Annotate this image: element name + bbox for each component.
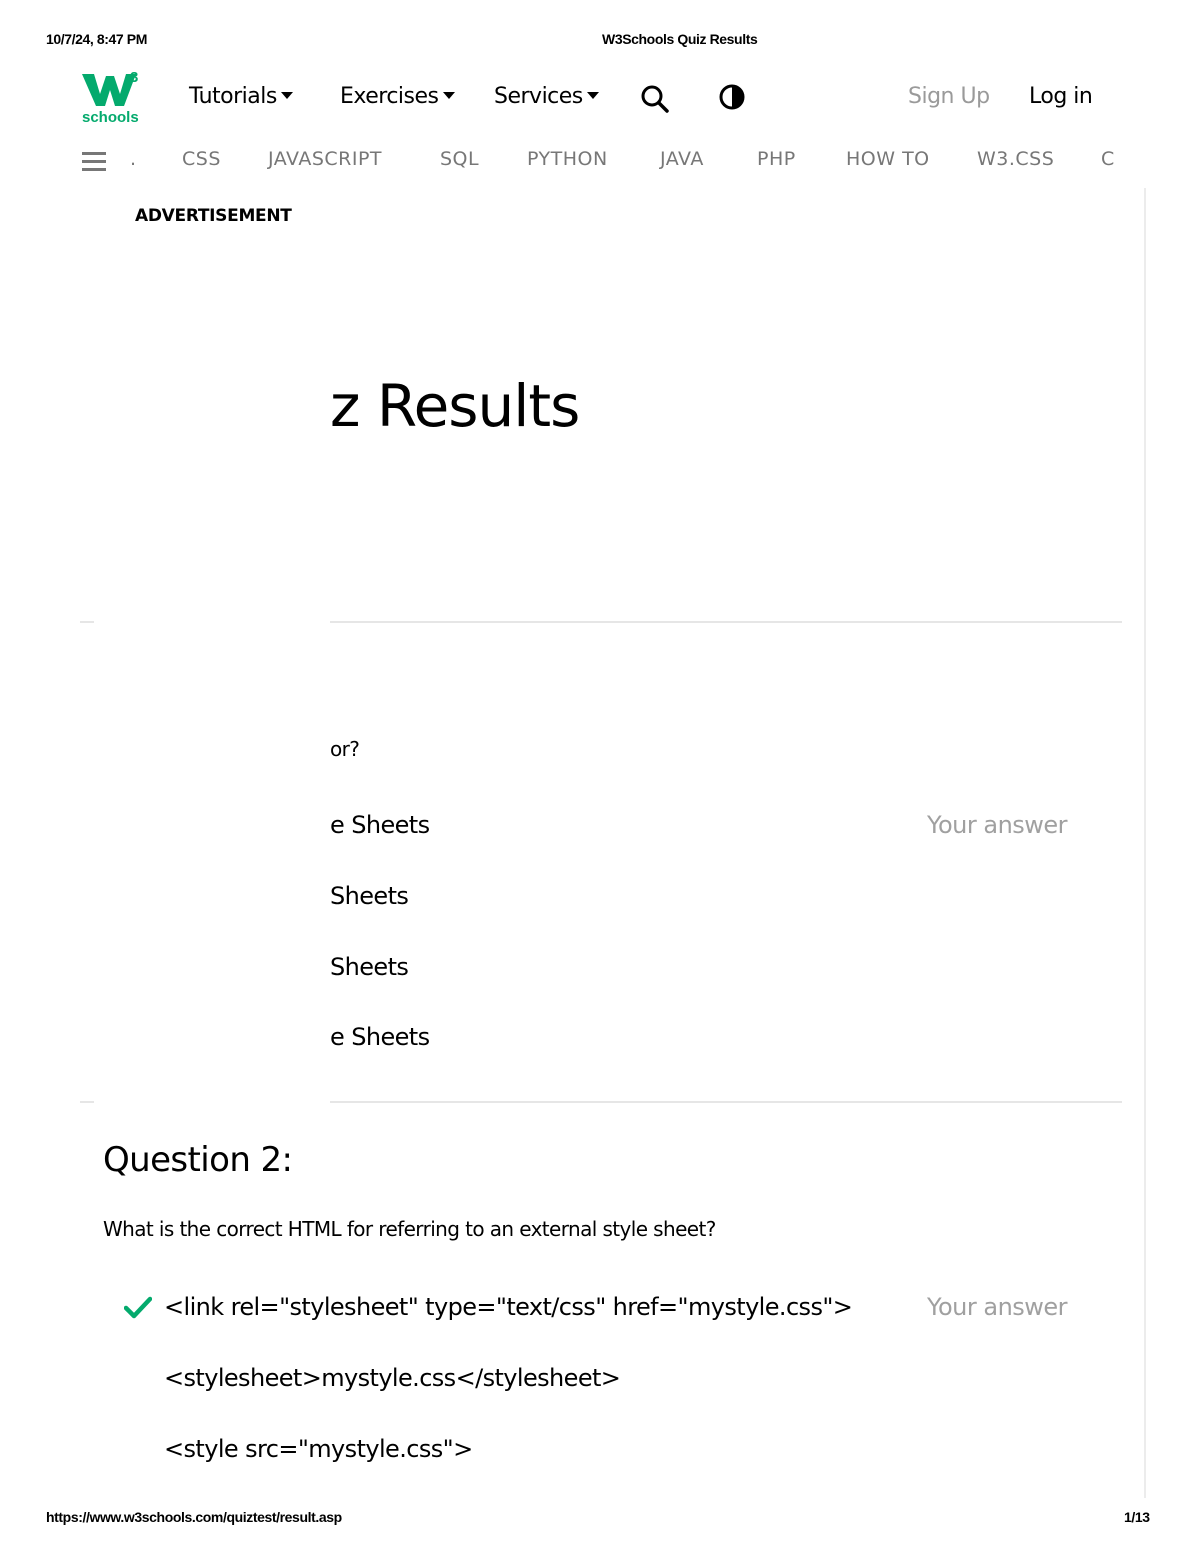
print-page-number: 1/13 [1124, 1509, 1150, 1525]
subnav-item-css[interactable]: CSS [182, 148, 221, 170]
caret-down-icon [281, 92, 293, 99]
caret-down-icon [443, 92, 455, 99]
hamburger-menu-icon[interactable] [82, 152, 106, 172]
subnav-item-javascript[interactable]: JAVASCRIPT [268, 148, 383, 170]
subnav-item-python[interactable]: PYTHON [527, 148, 608, 170]
scrollbar-track[interactable] [1144, 188, 1146, 1498]
log-in-link[interactable]: Log in [1029, 84, 1093, 109]
services-menu[interactable] [494, 84, 599, 109]
services-label: Services [494, 84, 583, 109]
logo-text: schools [82, 109, 139, 126]
subnav-item-java[interactable]: JAVA [660, 148, 704, 170]
checkmark-icon [124, 1296, 152, 1320]
question-1-option-1: e Sheets [330, 811, 430, 839]
divider [80, 1101, 94, 1103]
logo-sup: 3 [130, 69, 139, 86]
your-answer-label: Your answer [927, 1293, 1068, 1321]
w3schools-logo[interactable] [80, 68, 144, 126]
divider [330, 1101, 1122, 1103]
question-1-text: or? [330, 737, 360, 761]
print-doc-title: W3Schools Quiz Results [602, 31, 758, 47]
subnav-item-dot[interactable]: . [130, 148, 137, 170]
caret-down-icon [587, 92, 599, 99]
search-icon[interactable] [640, 84, 670, 114]
print-datetime: 10/7/24, 8:47 PM [46, 31, 147, 47]
question-1-option-4: e Sheets [330, 1023, 430, 1051]
question-2-heading: Question 2: [103, 1140, 293, 1180]
subnav-item-php[interactable]: PHP [757, 148, 796, 170]
subnav-item-sql[interactable]: SQL [440, 148, 480, 170]
w3-logo-icon [80, 68, 144, 126]
sign-up-link[interactable]: Sign Up [908, 84, 990, 109]
question-1-option-3: Sheets [330, 953, 409, 981]
tutorials-label: Tutorials [189, 84, 277, 109]
subnav-item-how-to[interactable]: HOW TO [846, 148, 930, 170]
question-2-option-2: <stylesheet>mystyle.css</stylesheet> [164, 1364, 621, 1392]
question-2-option-3: <style src="mystyle.css"> [164, 1435, 473, 1463]
your-answer-label: Your answer [927, 811, 1068, 839]
dark-mode-toggle-icon[interactable] [719, 84, 745, 110]
subnav-item-w3css[interactable]: W3.CSS [977, 148, 1055, 170]
question-2-text: What is the correct HTML for referring to an external style sheet? [103, 1217, 716, 1241]
print-url: https://www.w3schools.com/quiztest/result.asp [46, 1509, 342, 1525]
page-title: z Results [330, 372, 580, 440]
exercises-menu[interactable] [340, 84, 455, 109]
tutorials-menu[interactable] [189, 84, 293, 109]
subnav-item-c[interactable]: C [1101, 148, 1115, 170]
question-2-option-1: <link rel="stylesheet" type="text/css" href="mystyle.css"> [164, 1293, 853, 1321]
question-1-option-2: Sheets [330, 882, 409, 910]
divider [80, 621, 94, 623]
divider [330, 621, 1122, 623]
exercises-label: Exercises [340, 84, 439, 109]
advertisement-label: ADVERTISEMENT [135, 206, 292, 226]
